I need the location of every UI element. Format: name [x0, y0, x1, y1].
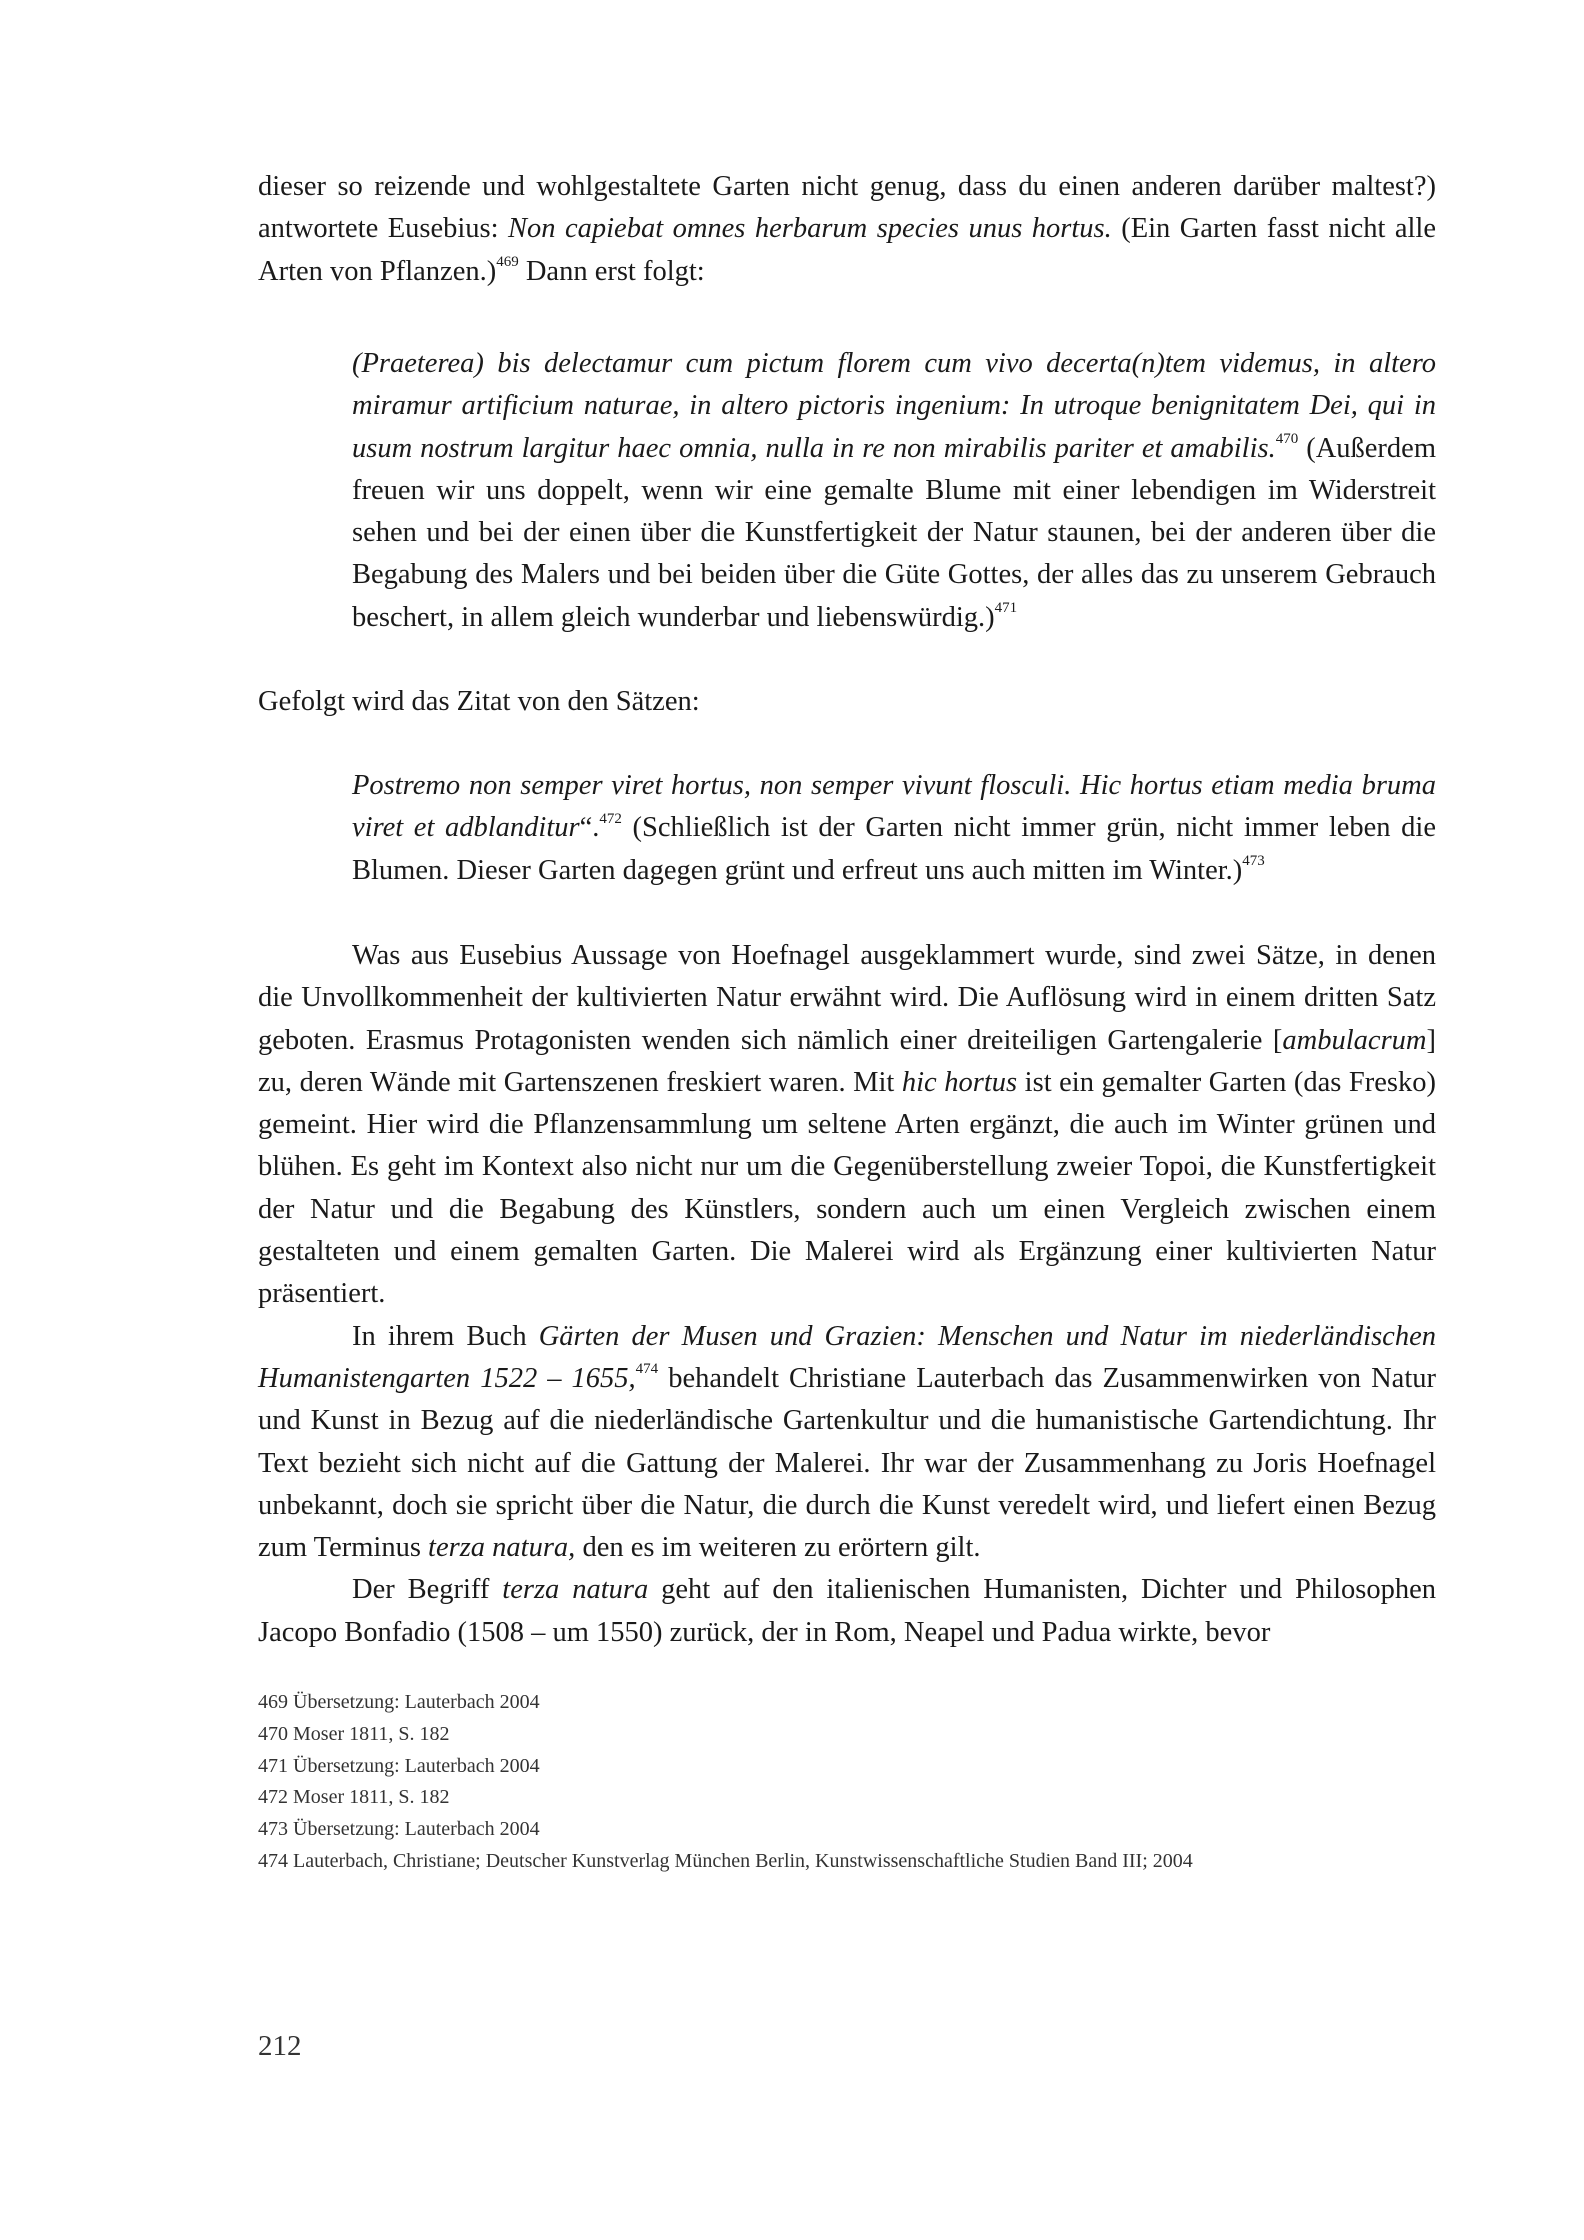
- latin-quote: Non capiebat omnes herbarum species unus hortus.: [508, 213, 1112, 245]
- paragraph-text: ist ein gemalter Garten (das Fresko) gemeint. Hier wird die Pflanzensammlung um seltene Arten ergänzt, die auch im Winter grünen und blühen. Es geht im Kontext also nicht nur um die Gegenüberstellung zweier Topoi, die Kunstfertigkeit der Natur und die Begabung des Künstlers, sondern auch um einen Vergleich zwischen einem gestalteten und einem gemalten Garten. Die Malerei wird als Ergänzung einer kultivierten Natur präsentiert.: [258, 1066, 1436, 1310]
- italic-term: terza natura: [502, 1574, 649, 1606]
- italic-term: ambulacrum: [1282, 1024, 1427, 1056]
- paragraph-text: Gefolgt wird das Zitat von den Sätzen:: [258, 686, 700, 717]
- paragraph-text: Was aus Eusebius Aussage von Hoefnagel ausgeklammert wurde, sind zwei Sätze, in denen die Unvollkommenheit der kultivierten Natur erwähnt wird. Die Auflösung wird in einem dritten Satz geboten. Erasmus Protagonisten wenden sich nämlich einer dreiteiligen Gartengalerie [: [258, 940, 1436, 1056]
- footnote-472: 472 Moser 1811, S. 182: [258, 1786, 450, 1809]
- latin-quote: Postremo non semper viret hortus, non semper vivunt flosculi. Hic hortus etiam media bruma viret et adblanditur: [352, 770, 1436, 844]
- paragraph-text: Der Begriff: [352, 1574, 503, 1606]
- footnote-469: 469 Übersetzung: Lauterbach 2004: [258, 1691, 540, 1713]
- paragraph-text: den es im weiteren zu erörtern gilt.: [575, 1532, 981, 1564]
- footnote-473: 473 Übersetzung: Lauterbach 2004: [258, 1818, 540, 1841]
- block-quote-1: [352, 343, 1436, 639]
- paragraph-text: geht auf den italienischen Humanisten, Dichter und Philosophen Jacopo Bonfadio (1508 – um 1550) zurück, der in Rom, Neapel und Padua wirkte, bevor: [258, 1574, 1436, 1648]
- paragraph-text: dieser so reizende und wohlgestaltete Garten nicht genug, dass du einen anderen darüber maltest?) antwortete Eusebius:: [258, 171, 1436, 245]
- quote-mark: “.: [579, 812, 600, 844]
- latin-quote: (Praeterea) bis delectamur cum pictum florem cum vivo decerta(n)tem videmus, in altero miramur artificium naturae, in altero pictoris ingenium: In utroque benignitatem Dei, qui in usum nostrum largitur haec omnia, nulla in re non mirabilis pariter et amabilis.: [352, 348, 1436, 464]
- footnote-470: 470 Moser 1811, S. 182: [258, 1722, 450, 1745]
- paragraph-2: [258, 681, 1436, 723]
- body-text: [258, 935, 1436, 1654]
- italic-term: terza natura,: [428, 1532, 576, 1564]
- translation-text: (Schließlich ist der Garten nicht immer grün, nicht immer leben die Blumen. Dieser Garten dagegen grünt und erfreut uns auch mitten im Winter.): [352, 812, 1436, 886]
- page-number: 212: [258, 2030, 302, 2062]
- footnote-471: 471 Übersetzung: Lauterbach 2004: [258, 1754, 540, 1777]
- footnote-ref-474[interactable]: 474: [635, 1361, 659, 1378]
- book-title: Gärten der Musen und Grazien: Menschen und Natur im niederländischen Humanistengarten 1522 – 1655,: [258, 1320, 1436, 1394]
- paragraph-text: Dann erst folgt:: [518, 255, 705, 287]
- footnote-ref-470[interactable]: 470: [1275, 431, 1299, 448]
- footnotes: [258, 1687, 1436, 1878]
- footnote-474: 474 Lauterbach, Christiane; Deutscher Kunstverlag München Berlin, Kunstwissenschaftliche Studien Band III; 2004: [258, 1849, 1193, 1872]
- paragraph-4: [258, 1316, 1436, 1570]
- block-quote-2: [352, 765, 1436, 892]
- paragraph-3: [258, 935, 1436, 1316]
- italic-term: hic hortus: [901, 1066, 1018, 1098]
- paragraph-text: ] zu, deren Wände mit Gartenszenen freskiert waren. Mit: [258, 1024, 1436, 1098]
- footnote-ref-473[interactable]: 473: [1242, 853, 1265, 870]
- paragraph-text: In ihrem Buch: [352, 1320, 539, 1352]
- paragraph-1: [258, 166, 1436, 293]
- paragraph-5: [258, 1569, 1436, 1654]
- footnote-ref-471[interactable]: 471: [994, 600, 1018, 617]
- paragraph-text: (Ein Garten fasst nicht alle Arten von Pflanzen.): [258, 213, 1436, 287]
- footnote-ref-469[interactable]: 469: [496, 254, 519, 271]
- footnote-ref-472[interactable]: 472: [599, 810, 622, 827]
- paragraph-text: behandelt Christiane Lauterbach das Zusammenwirken von Natur und Kunst in Bezug auf die niederländische Gartenkultur und die humanistische Gartendichtung. Ihr Text bezieht sich nicht auf die Gattung der Malerei. Ihr war der Zusammenhang zu Joris Hoefnagel unbekannt, doch sie spricht über die Natur, die durch die Kunst veredelt wird, und liefert einen Bezug zum Terminus: [258, 1362, 1436, 1564]
- translation-text: (Außerdem freuen wir uns doppelt, wenn wir eine gemalte Blume mit einer lebendigen im Widerstreit sehen und bei der einen über die Kunstfertigkeit der Natur staunen, bei der anderen über die Begabung des Malers und bei beiden über die Güte Gottes, der alles das zu unserem Gebrauch beschert, in allem gleich wunderbar und liebenswürdig.): [352, 432, 1436, 633]
